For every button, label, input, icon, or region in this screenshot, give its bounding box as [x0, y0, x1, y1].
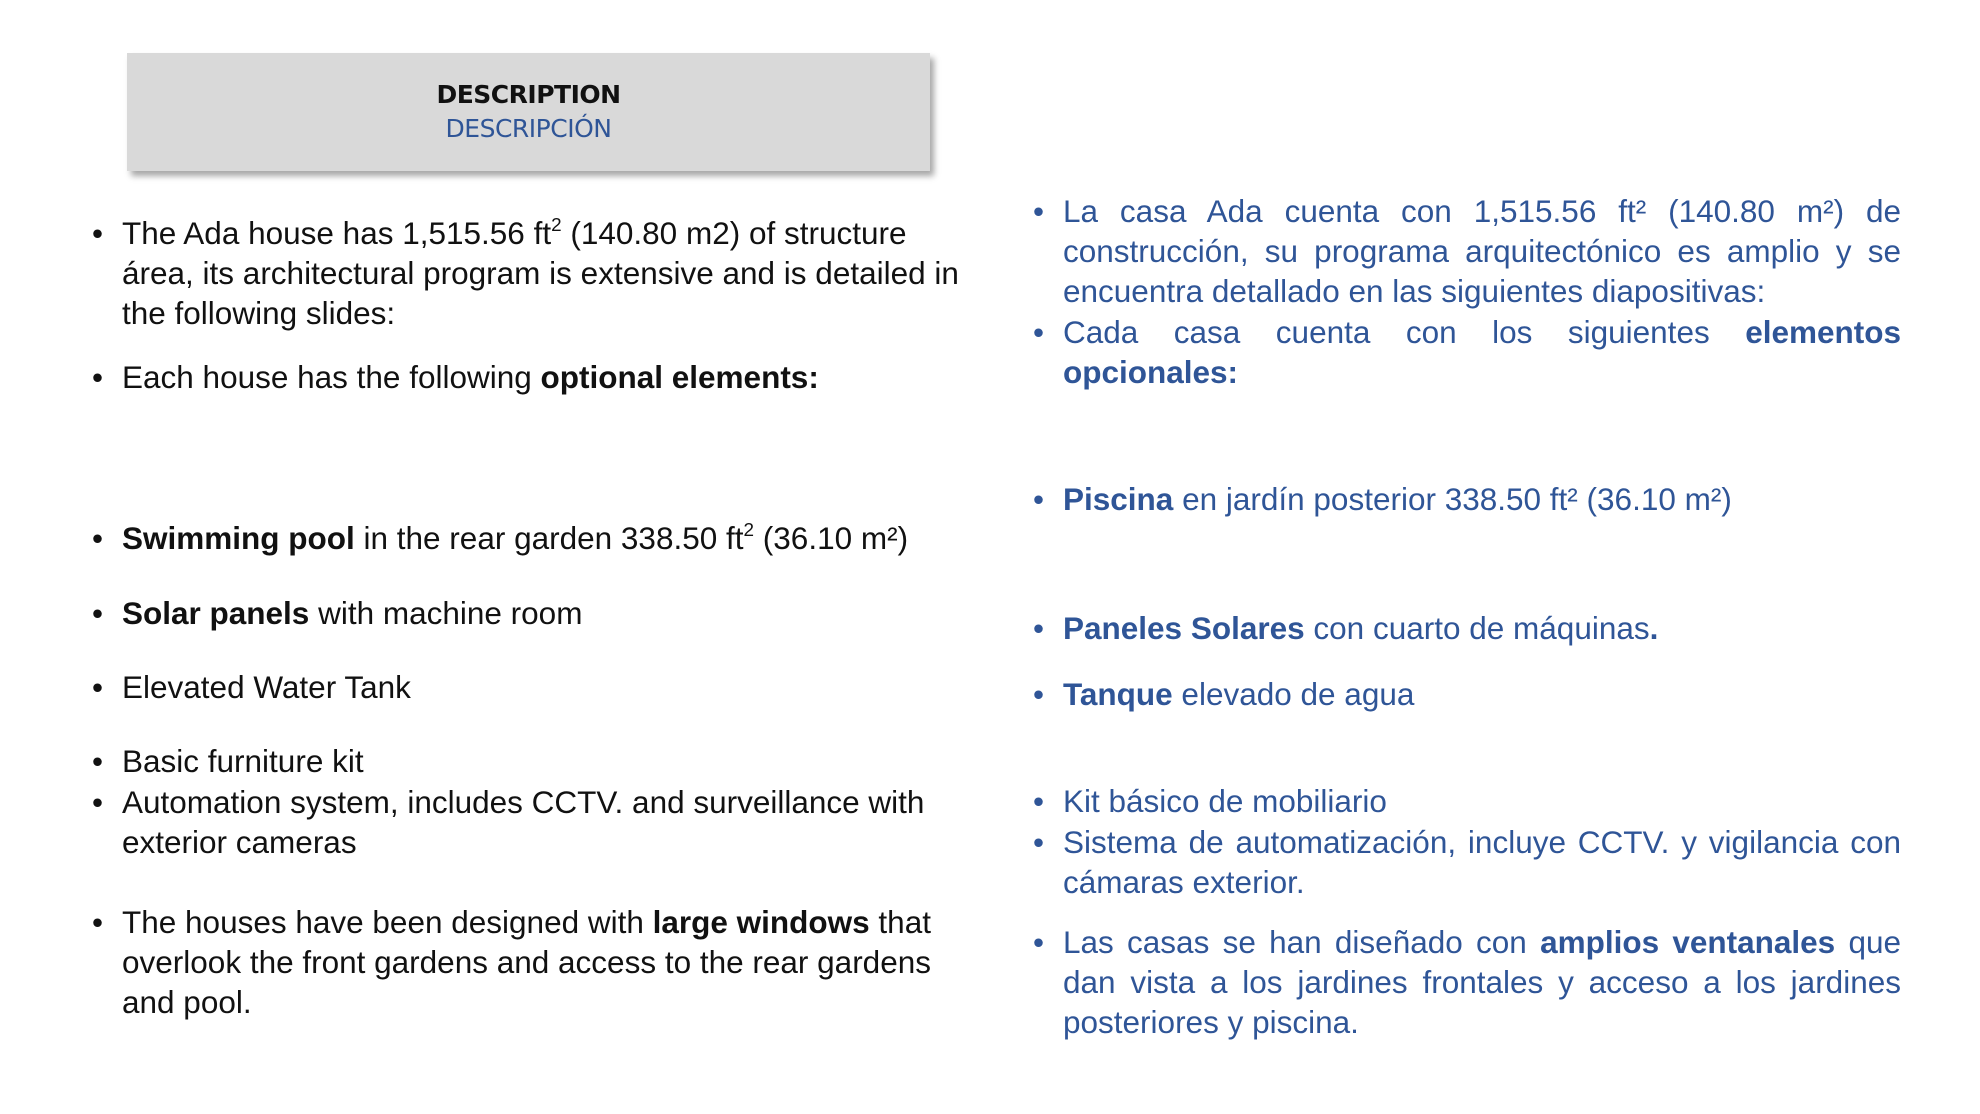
bullet: • [1033, 824, 1045, 860]
english-item-water-tank: • Elevated Water Tank [92, 669, 411, 705]
bullet: • [1033, 676, 1045, 712]
header-title-english: DESCRIPTION [436, 80, 621, 109]
bullet: • [1033, 193, 1045, 229]
english-item-solar-panels: • Solar panels with machine room [92, 595, 583, 631]
english-item-structure-area: • The Ada house has 1,515.56 $ft^2$ (140.80 m2) of structure área, its architectural program is extensive and is detailed in the following slides: [92, 214, 959, 331]
spanish-item-pool: • Piscina en jardín posterior 338.50 ft² (36.10 m²) [1033, 481, 1732, 517]
bullet: • [92, 595, 104, 631]
spanish-item-solar-panels: • Paneles Solares con cuarto de máquinas. [1033, 610, 1659, 646]
english-item-swimming-pool: • Swimming pool in the rear garden 338.50 $ft^2$ (36.10 m²) [92, 519, 909, 556]
english-item-optional-elements: • Each house has the following optional elements: [92, 359, 819, 395]
bullet: • [92, 743, 104, 779]
english-item-furniture-kit: • Basic furniture kit [92, 743, 364, 779]
spanish-item-water-tank: • Tanque elevado de agua [1033, 676, 1415, 712]
bullet: • [92, 520, 104, 556]
bullet: • [92, 359, 104, 395]
slide-header-box [127, 53, 930, 171]
bullet: • [1033, 610, 1045, 646]
spanish-item-structure-area: • La casa Ada cuenta con 1,515.56 ft² (140.80 m²) de construcción, su programa arquitectónico es amplio y se encuentra detallado en las siguientes diapositivas: [1033, 193, 1901, 309]
bullet: • [1033, 481, 1045, 517]
bullet: • [92, 784, 104, 820]
bullet: • [1033, 783, 1045, 819]
spanish-item-automation-system: • Sistema de automatización, incluye CCTV. y vigilancia con cámaras exterior. [1033, 824, 1901, 900]
bullet: • [92, 669, 104, 705]
header-title-spanish: DESCRIPCIÓN [445, 114, 612, 143]
spanish-item-optional-elements: • Cada casa cuenta con los siguientes elementos opcionales: [1033, 314, 1901, 390]
bullet: • [92, 904, 104, 940]
bullet: • [1033, 314, 1045, 350]
spanish-item-large-windows: • Las casas se han diseñado con amplios ventanales que dan vista a los jardines frontales y acceso a los jardines posteriores y piscina. [1033, 924, 1901, 1040]
bullet: • [1033, 924, 1045, 960]
english-item-large-windows: • The houses have been designed with large windows that overlook the front gardens and access to the rear gardens and pool. [92, 904, 931, 1020]
english-item-automation-system: • Automation system, includes CCTV. and surveillance with exterior cameras [92, 784, 925, 860]
bullet: • [92, 215, 104, 251]
spanish-item-furniture-kit: • Kit básico de mobiliario [1033, 783, 1387, 819]
